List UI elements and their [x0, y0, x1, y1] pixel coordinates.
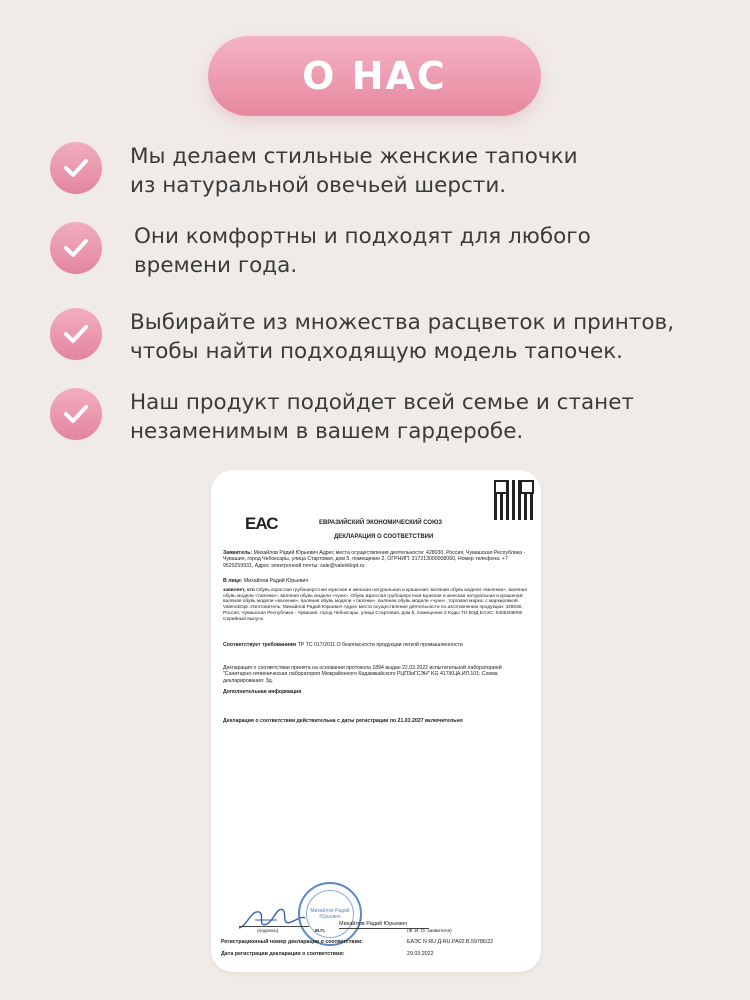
declares-text: Обувь взрослая грубошерстная мужская и женская натуральная и крашеная: валяная обувь модели «валенки», валяная обувь модели «тапочки», валяная обувь модели «чуни». Обувь взрослая грубошерстная мужская и женская натуральная и крашеная: валяная обувь модели «валенки», валяная обувь модели «тапочки», валяная обувь модели «чуни», торговая марка: с маркировкой ValenokOpt. Изготовитель: Михайлов Радий Юрьевич Адрес места осуществления деятельности по изготовлению продукции: 428030, Россия, Чувашская Республика - Чувашия, город Чебоксары, улица Стартовая, дом 5, помещение 2 Коды ТН ВЭД ЕАЭС: 6405209000 Серийный выпуск.	[223, 588, 527, 622]
certificate-document	[211, 470, 541, 972]
check-circle-icon	[50, 222, 102, 274]
feature-text	[134, 222, 734, 280]
feature-item	[50, 308, 730, 378]
seal-text: Михайлов Радий Юрьевич	[310, 908, 350, 920]
declaration-title: ДЕКЛАРАЦИЯ О СООТВЕТСТВИИ	[334, 534, 434, 540]
signer-caption: (Ф. И. О. заявителя)	[407, 929, 452, 934]
feature-item	[50, 388, 730, 458]
feature-line: времени года.	[134, 253, 298, 278]
feature-line: незаменимым в вашем гардеробе.	[130, 419, 524, 444]
declares-label: заявляет, что	[223, 588, 255, 593]
check-circle-icon	[50, 142, 102, 194]
feature-text	[130, 142, 730, 200]
reg-date: 29.03.2022	[407, 951, 434, 957]
feature-text	[130, 388, 730, 446]
feature-line: Наш продукт подойдет всей семье и станет	[130, 390, 634, 415]
feature-item	[50, 222, 730, 292]
eac-logo: ЕАС	[245, 514, 278, 533]
feature-line: из натуральной овечьей шерсти.	[130, 173, 507, 198]
additional-info: Дополнительная информация	[223, 689, 302, 695]
page-title: О НАС	[302, 54, 447, 98]
person-block	[223, 578, 528, 584]
reg-number-label: Регистрационный номер декларации о соответствии:	[221, 939, 363, 945]
check-circle-icon	[50, 388, 102, 440]
union-title: ЕВРАЗИЙСКИЙ ЭКОНОМИЧЕСКИЙ СОЮЗ	[319, 520, 443, 526]
qr-code-icon	[494, 480, 534, 520]
reg-number: ЕАЭС N RU Д-RU.PA02.В.59786/22	[407, 939, 494, 945]
conforms-text: ТР ТС 017/2011 О безопасности продукции легкой промышленности	[297, 642, 463, 648]
signature-line	[239, 926, 309, 927]
feature-line: Выбирайте из множества расцветок и принтов,	[130, 310, 675, 335]
person-label: В лице:	[223, 578, 243, 584]
basis-block	[223, 665, 528, 684]
feature-item	[50, 142, 730, 212]
seal-stamp	[298, 882, 362, 946]
person-text: Михайлов Радий Юрьевич	[243, 578, 309, 584]
applicant-text: Михайлов Радий Юрьевич Адрес места осуществления деятельности: 428030, Россия, Чувашская Республика - Чувашия, город Чебоксары, улица Стартовая, дом 5, помещение 2, ОГРНИП: 317213000008060, Номер телефона: +7 9520259931, Адрес электронной почты: sale@valenklopt.ru	[223, 550, 526, 569]
applicant-block	[223, 550, 528, 569]
conforms-block	[223, 642, 528, 648]
signature-caption: (подпись)	[257, 929, 279, 934]
certificate-card	[211, 470, 541, 972]
check-circle-icon	[50, 308, 102, 360]
conforms-label: Соответствует требованиям	[223, 642, 297, 648]
feature-line: Мы делаем стильные женские тапочки	[130, 144, 578, 169]
mp-label: М.П.	[315, 929, 326, 934]
reg-date-label: Дата регистрации декларации о соответствии:	[221, 951, 345, 957]
declares-block	[223, 588, 528, 622]
feature-text	[130, 308, 730, 366]
basis-text: Декларация о соответствии принята на основании протокола 1894 выдан 22.03.2022 испытательной лабораторией "Санитарно-гигиеническая лаборатория Межрайонного Кадамжайского РЦПЗиГСЭН" KG 417/КЦА.ИЛ.101; Схема декларирования: 3д.	[223, 665, 502, 684]
signer-name: Михайлов Радий Юрьевич	[339, 921, 408, 927]
applicant-label: Заявитель:	[223, 550, 253, 556]
title-pill	[208, 36, 541, 116]
validity-text: Декларация о соответствии действительна с даты регистрации по 21.03.2027 включительно	[223, 718, 463, 724]
feature-line: Они комфортны и подходят для любого	[134, 224, 591, 249]
feature-line: чтобы найти подходящую модель тапочек.	[130, 339, 624, 364]
